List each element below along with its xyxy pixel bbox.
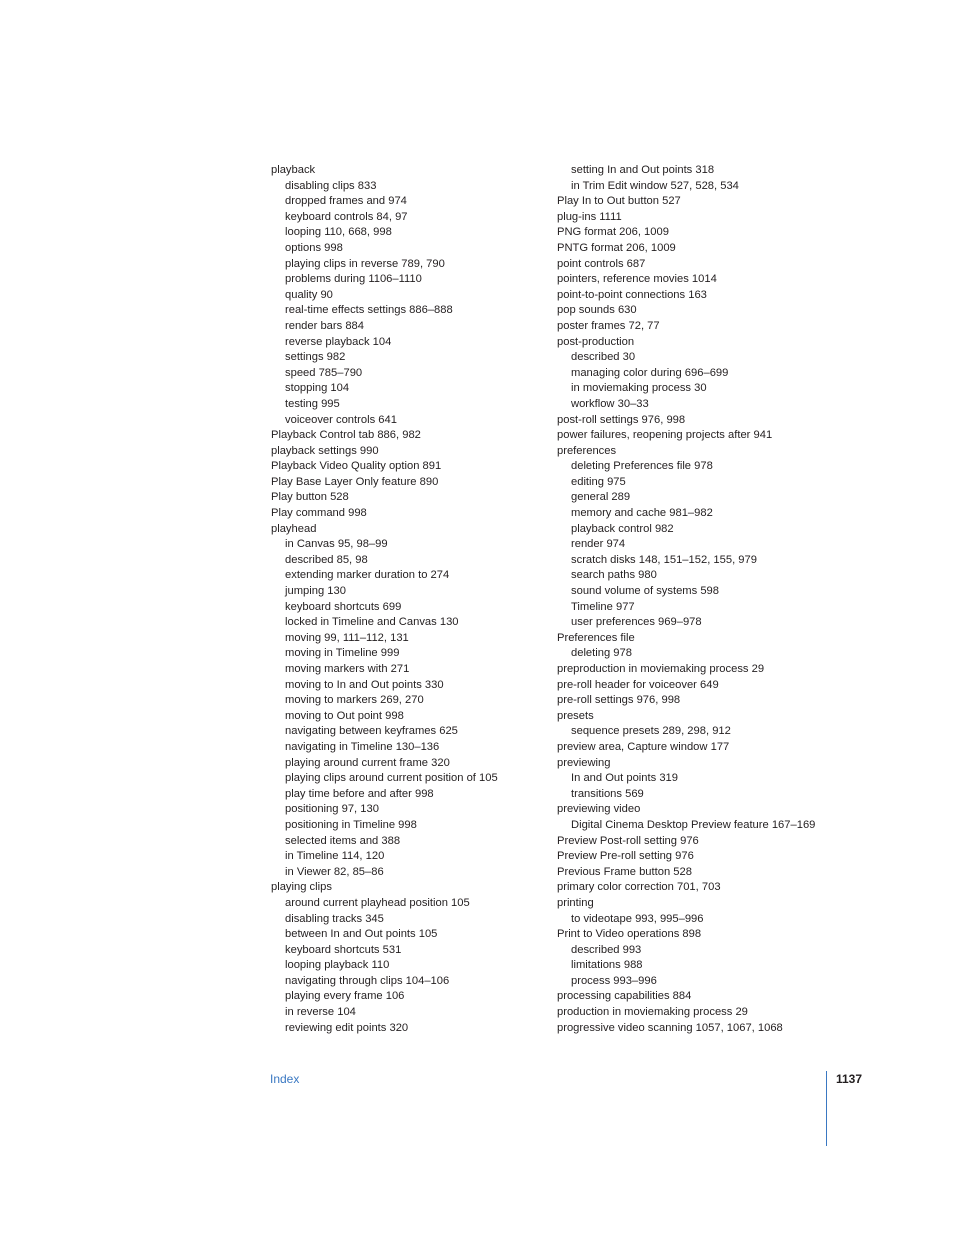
index-subentry: quality 90 xyxy=(285,288,333,301)
index-entry: previewing video xyxy=(557,803,641,816)
index-subentry: keyboard shortcuts 699 xyxy=(285,600,402,613)
index-column-right xyxy=(557,163,857,1036)
index-subentry: in Trim Edit window 527, 528, 534 xyxy=(571,179,739,192)
index-subentry: deleting Preferences file 978 xyxy=(571,460,713,473)
index-subentry: described 30 xyxy=(571,351,636,364)
index-entry: pop sounds 630 xyxy=(557,304,637,317)
index-subentry: real-time effects settings 886–888 xyxy=(285,304,453,317)
index-subentry: playing clips in reverse 789, 790 xyxy=(285,257,445,270)
index-entry: previewing xyxy=(557,756,611,769)
index-subentry: sequence presets 289, 298, 912 xyxy=(571,725,731,738)
index-subentry: in Viewer 82, 85–86 xyxy=(285,865,384,878)
index-subentry: In and Out points 319 xyxy=(571,772,678,785)
index-subentry: render 974 xyxy=(571,538,626,551)
index-subentry: keyboard controls 84, 97 xyxy=(285,210,408,223)
index-subentry: selected items and 388 xyxy=(285,834,401,847)
index-subentry: described 993 xyxy=(571,943,642,956)
index-entry: post-roll settings 976, 998 xyxy=(557,413,686,426)
index-subentry: locked in Timeline and Canvas 130 xyxy=(285,616,459,629)
index-subentry: looping playback 110 xyxy=(285,959,390,972)
index-subentry: managing color during 696–699 xyxy=(571,366,729,379)
index-subentry: search paths 980 xyxy=(571,569,657,582)
index-subentry: dropped frames and 974 xyxy=(285,195,407,208)
index-entry: post-production xyxy=(557,335,635,348)
index-entry: poster frames 72, 77 xyxy=(557,319,660,332)
index-entry: point-to-point connections 163 xyxy=(557,288,707,301)
index-subentry: looping 110, 668, 998 xyxy=(285,226,392,239)
index-subentry: transitions 569 xyxy=(571,787,644,800)
index-entry: Play command 998 xyxy=(271,507,367,520)
index-subentry: play time before and after 998 xyxy=(285,787,434,800)
index-subentry: problems during 1106–1110 xyxy=(285,273,422,286)
index-subentry: user preferences 969–978 xyxy=(571,616,702,629)
index-subentry: in Canvas 95, 98–99 xyxy=(285,538,388,551)
index-subentry: reverse playback 104 xyxy=(285,335,392,348)
index-entry: Play button 528 xyxy=(271,491,349,504)
index-column-left xyxy=(271,163,556,1036)
index-subentry: limitations 988 xyxy=(571,959,643,972)
index-entry: Preview Pre-roll setting 976 xyxy=(557,850,694,863)
index-entry: Print to Video operations 898 xyxy=(557,928,702,941)
index-entry: preferences xyxy=(557,444,617,457)
index-subentry: positioning 97, 130 xyxy=(285,803,379,816)
index-subentry: render bars 884 xyxy=(285,319,364,332)
index-subentry: keyboard shortcuts 531 xyxy=(285,943,402,956)
index-entry: printing xyxy=(557,896,594,909)
index-entry: PNTG format 206, 1009 xyxy=(557,241,676,254)
index-entry: playback settings 990 xyxy=(271,444,379,457)
index-subentry: in reverse 104 xyxy=(285,1006,356,1019)
index-subentry: navigating between keyframes 625 xyxy=(285,725,458,738)
index-entry: Playback Control tab 886, 982 xyxy=(271,429,421,442)
index-entry: Play Base Layer Only feature 890 xyxy=(271,475,439,488)
index-entry: pointers, reference movies 1014 xyxy=(557,273,717,286)
index-subentry: Digital Cinema Desktop Preview feature 167–169 xyxy=(571,818,816,831)
index-entry: playing clips xyxy=(271,881,332,894)
index-subentry: around current playhead position 105 xyxy=(285,896,470,909)
index-subentry: moving to In and Out points 330 xyxy=(285,678,444,691)
index-subentry: reviewing edit points 320 xyxy=(285,1021,409,1034)
index-subentry: general 289 xyxy=(571,491,631,504)
index-subentry: process 993–996 xyxy=(571,974,657,987)
index-subentry: scratch disks 148, 151–152, 155, 979 xyxy=(571,553,757,566)
index-subentry: navigating in Timeline 130–136 xyxy=(285,740,440,753)
index-entry: Preview Post-roll setting 976 xyxy=(557,834,699,847)
index-entry: pre-roll header for voiceover 649 xyxy=(557,678,719,691)
index-entry: processing capabilities 884 xyxy=(557,990,692,1003)
index-subentry: positioning in Timeline 998 xyxy=(285,818,417,831)
index-entry: progressive video scanning 1057, 1067, 1068 xyxy=(557,1021,783,1034)
index-subentry: moving 99, 111–112, 131 xyxy=(285,631,409,644)
index-subentry: options 998 xyxy=(285,241,343,254)
index-entry: Preferences file xyxy=(557,631,635,644)
footer-divider xyxy=(826,1071,827,1146)
index-subentry: playing around current frame 320 xyxy=(285,756,450,769)
index-entry: Play In to Out button 527 xyxy=(557,195,681,208)
index-subentry: setting In and Out points 318 xyxy=(571,164,715,176)
index-subentry: moving markers with 271 xyxy=(285,663,410,675)
index-entry: playback xyxy=(271,164,316,176)
index-subentry: playing clips around current position of 105 xyxy=(285,772,498,785)
page-number: 1137 xyxy=(836,1072,863,1086)
index-entry: Previous Frame button 528 xyxy=(557,865,692,878)
index-entry: Playback Video Quality option 891 xyxy=(271,460,442,473)
index-subentry: disabling clips 833 xyxy=(285,179,377,192)
index-subentry: navigating through clips 104–106 xyxy=(285,974,450,987)
index-entry: pre-roll settings 976, 998 xyxy=(557,694,681,707)
index-subentry: memory and cache 981–982 xyxy=(571,507,713,520)
index-subentry: playback control 982 xyxy=(571,522,674,535)
index-subentry: in moviemaking process 30 xyxy=(571,382,707,395)
index-subentry: sound volume of systems 598 xyxy=(571,585,719,598)
index-entry: point controls 687 xyxy=(557,257,646,270)
index-entry: production in moviemaking process 29 xyxy=(557,1006,748,1019)
index-entry: primary color correction 701, 703 xyxy=(557,881,721,894)
section-label: Index xyxy=(270,1072,300,1086)
index-subentry: speed 785–790 xyxy=(285,366,363,379)
index-subentry: jumping 130 xyxy=(285,585,346,598)
index-subentry: deleting 978 xyxy=(571,647,632,660)
index-subentry: settings 982 xyxy=(285,351,346,364)
index-subentry: stopping 104 xyxy=(285,382,350,395)
index-subentry: extending marker duration to 274 xyxy=(285,569,450,582)
index-subentry: disabling tracks 345 xyxy=(285,912,384,925)
index-entry: power failures, reopening projects after 941 xyxy=(557,429,773,442)
index-subentry: in Timeline 114, 120 xyxy=(285,850,385,863)
index-subentry: testing 995 xyxy=(285,397,340,410)
index-subentry: voiceover controls 641 xyxy=(285,413,397,426)
index-entry: playhead xyxy=(271,522,317,535)
index-subentry: workflow 30–33 xyxy=(571,397,649,410)
index-subentry: playing every frame 106 xyxy=(285,990,405,1003)
index-subentry: described 85, 98 xyxy=(285,553,368,566)
index-entry: plug-ins 1111 xyxy=(557,210,622,223)
index-subentry: moving to Out point 998 xyxy=(285,709,404,722)
index-entry: preproduction in moviemaking process 29 xyxy=(557,663,765,675)
index-entry: presets xyxy=(557,709,594,722)
index-subentry: to videotape 993, 995–996 xyxy=(571,912,704,925)
index-subentry: moving in Timeline 999 xyxy=(285,647,400,660)
index-entry: PNG format 206, 1009 xyxy=(557,226,669,239)
index-subentry: Timeline 977 xyxy=(571,600,635,613)
index-subentry: moving to markers 269, 270 xyxy=(285,694,424,707)
index-subentry: editing 975 xyxy=(571,475,626,488)
index-subentry: between In and Out points 105 xyxy=(285,928,438,941)
index-entry: preview area, Capture window 177 xyxy=(557,740,730,753)
